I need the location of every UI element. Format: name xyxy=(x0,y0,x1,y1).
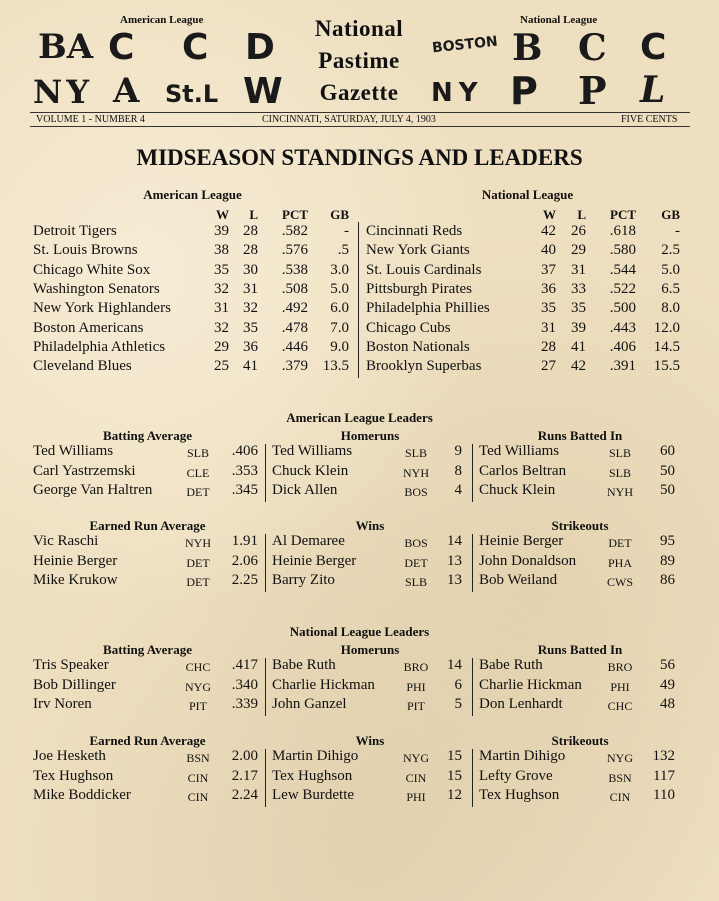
leader-stat-value: .353 xyxy=(231,462,258,479)
leader-category-title: Batting Average xyxy=(103,642,192,657)
logo-st-louis-al: St.L xyxy=(165,80,219,108)
leader-stat-value: 14 xyxy=(447,533,462,549)
leader-team-abbr: PHI xyxy=(406,790,426,804)
leader-stat-value: 2.17 xyxy=(231,767,258,784)
leader-player-name: Lefty Grove xyxy=(479,767,553,784)
standings-wins: 36 xyxy=(541,280,556,297)
standings-team-name: Boston Americans xyxy=(33,319,144,336)
leader-player-name: Irv Noren xyxy=(33,696,92,712)
standings-pct: .446 xyxy=(281,338,308,355)
leader-category-title: Homeruns xyxy=(340,642,400,657)
leaders-divider-2 xyxy=(472,658,473,716)
standings-losses: 36 xyxy=(243,338,258,355)
leaders-divider-2 xyxy=(472,444,473,502)
leader-stat-value: 50 xyxy=(660,482,675,498)
leader-category-title: Batting Average xyxy=(103,428,192,443)
leader-stat-value: 89 xyxy=(660,552,675,569)
leader-category-title: Earned Run Average xyxy=(89,733,206,748)
standings-team-name: Detroit Tigers xyxy=(33,223,117,239)
standings-wins: 25 xyxy=(214,358,229,375)
standings-pct: .379 xyxy=(281,358,308,375)
standings-losses: 33 xyxy=(571,280,586,297)
leader-stat-value: 110 xyxy=(653,787,675,803)
leader-stat-value: 50 xyxy=(660,462,675,479)
price: FIVE CENTS xyxy=(621,114,678,125)
paper-name-line2: Pastime xyxy=(318,48,400,73)
leader-stat-value: 1.91 xyxy=(231,533,258,549)
leader-category-title: Strikeouts xyxy=(551,733,609,748)
leader-team-abbr: NYH xyxy=(607,485,633,499)
standings-losses: 31 xyxy=(243,280,258,297)
standings-al-label: American League xyxy=(143,187,242,202)
standings-gb: - xyxy=(344,223,349,239)
leader-team-abbr: CLE xyxy=(186,465,210,480)
standings-wins: 32 xyxy=(214,319,229,336)
leader-player-name: Mike Boddicker xyxy=(33,787,131,803)
leaders-section-title: American League Leaders xyxy=(286,410,433,425)
leaders-divider-1 xyxy=(265,534,266,592)
leader-player-name: Carlos Beltran xyxy=(479,462,567,479)
standings-gb: .5 xyxy=(337,242,349,259)
standings-pct: .538 xyxy=(281,261,308,278)
leader-stat-value: 2.24 xyxy=(231,787,258,803)
logo-washington: W xyxy=(243,71,283,112)
leader-player-name: Joe Hesketh xyxy=(33,748,106,764)
volume-number: VOLUME 1 - NUMBER 4 xyxy=(36,114,145,125)
leader-player-name: Tex Hughson xyxy=(479,787,560,803)
standings-pct: .508 xyxy=(281,280,308,297)
masthead-bottom-rule xyxy=(30,126,690,127)
standings-wins: 35 xyxy=(214,261,229,278)
leader-stat-value: 6 xyxy=(454,676,462,693)
standings-losses: 42 xyxy=(571,358,586,375)
leader-stat-value: 2.25 xyxy=(231,572,258,588)
leaders-divider-1 xyxy=(265,749,266,807)
leader-player-name: Tris Speaker xyxy=(33,657,109,673)
leader-stat-value: 4 xyxy=(454,482,462,498)
leaders-divider-2 xyxy=(472,534,473,592)
leader-player-name: John Ganzel xyxy=(272,696,347,712)
logo-brooklyn: B xyxy=(512,27,543,69)
leader-player-name: Tex Hughson xyxy=(33,767,114,784)
leader-stat-value: 8 xyxy=(454,462,462,479)
leader-stat-value: 49 xyxy=(660,676,675,693)
standings-wins: 31 xyxy=(214,300,229,317)
standings-pct: .582 xyxy=(281,223,308,239)
standings-pct: .576 xyxy=(281,242,308,259)
standings-pct: .580 xyxy=(609,242,636,259)
standings-col-l: L xyxy=(249,207,258,222)
standings-wins: 42 xyxy=(541,223,556,239)
paper-name-line1: National xyxy=(314,16,404,41)
leaders-section-title: National League Leaders xyxy=(289,624,430,639)
standings-gb: 9.0 xyxy=(330,338,349,355)
standings-pct: .443 xyxy=(609,319,636,336)
standings-wins: 37 xyxy=(541,261,556,278)
leader-team-abbr: NYG xyxy=(185,679,211,694)
standings-team-name: Brooklyn Superbas xyxy=(366,358,482,375)
standings-gb: 2.5 xyxy=(661,242,680,259)
leader-team-abbr: SLB xyxy=(608,465,631,480)
nl-logos-label: National League xyxy=(520,14,598,26)
page-title: MIDSEASON STANDINGS AND LEADERS xyxy=(136,145,583,170)
standings-gb: - xyxy=(675,223,680,239)
leader-team-abbr: SLB xyxy=(404,446,427,460)
standings-team-name: Washington Senators xyxy=(33,280,160,297)
leaders-divider-1 xyxy=(265,658,266,716)
leader-team-abbr: CHC xyxy=(607,699,633,713)
standings-wins: 39 xyxy=(214,223,229,239)
standings-col-gb: GB xyxy=(330,207,349,222)
leader-team-abbr: BOS xyxy=(404,485,428,499)
leader-team-abbr: CHC xyxy=(185,660,211,674)
leader-team-abbr: NYH xyxy=(185,536,211,550)
standings-losses: 29 xyxy=(571,242,586,259)
al-logos-label: American League xyxy=(120,14,204,26)
standings-losses: 26 xyxy=(571,223,586,239)
standings-losses: 39 xyxy=(571,319,586,336)
standings-losses: 28 xyxy=(243,242,258,259)
standings-team-name: New York Highlanders xyxy=(33,300,171,317)
standings-team-name: Cleveland Blues xyxy=(33,358,132,375)
leader-player-name: George Van Haltren xyxy=(33,482,153,498)
leader-team-abbr: DET xyxy=(186,575,210,589)
standings-losses: 32 xyxy=(243,300,258,317)
leader-player-name: Martin Dihigo xyxy=(272,748,359,764)
leader-player-name: Ted Williams xyxy=(33,443,114,459)
leader-player-name: Ted Williams xyxy=(272,443,353,459)
leader-stat-value: 14 xyxy=(447,657,462,673)
standings-team-name: Philadelphia Phillies xyxy=(366,300,490,317)
standings-gb: 13.5 xyxy=(322,358,349,375)
logo-chicago-nl: C xyxy=(578,27,607,69)
standings-col-l: L xyxy=(577,207,586,222)
leader-category-title: Wins xyxy=(355,518,385,533)
logo-new-york-al: NY xyxy=(33,73,94,111)
leader-stat-value: .417 xyxy=(231,657,258,673)
leader-stat-value: 15 xyxy=(447,748,462,764)
leader-team-abbr: BRO xyxy=(403,660,429,674)
standings-wins: 31 xyxy=(541,319,556,336)
leader-player-name: Barry Zito xyxy=(272,572,335,588)
leader-stat-value: 2.06 xyxy=(231,552,258,569)
leader-player-name: Dick Allen xyxy=(272,482,338,498)
leader-team-abbr: CWS xyxy=(606,575,633,589)
dateline: CINCINNATI, SATURDAY, JULY 4, 1903 xyxy=(262,114,436,125)
standings-pct: .544 xyxy=(609,261,636,278)
standings-team-name: Cincinnati Reds xyxy=(366,223,463,239)
leader-team-abbr: PIT xyxy=(189,699,207,713)
leader-team-abbr: CIN xyxy=(187,770,209,785)
leader-player-name: John Donaldson xyxy=(479,552,577,569)
leader-stat-value: 117 xyxy=(653,767,675,784)
leader-player-name: Don Lenhardt xyxy=(479,696,563,712)
leader-stat-value: 15 xyxy=(447,767,462,784)
leader-stat-value: .340 xyxy=(231,676,258,693)
standings-pct: .522 xyxy=(609,280,636,297)
leader-stat-value: 9 xyxy=(454,443,462,459)
standings-gb: 8.0 xyxy=(661,300,680,317)
leader-stat-value: 12 xyxy=(447,787,462,803)
leader-team-abbr: SLB xyxy=(608,446,631,460)
paper-name-line3: Gazette xyxy=(319,80,399,105)
standings-pct: .618 xyxy=(609,223,636,239)
standings-team-name: Philadelphia Athletics xyxy=(33,338,166,355)
leader-stat-value: 13 xyxy=(447,552,462,569)
standings-gb: 5.0 xyxy=(330,280,349,297)
leader-player-name: Charlie Hickman xyxy=(272,676,375,693)
standings-wins: 32 xyxy=(214,280,229,297)
standings-wins: 38 xyxy=(214,242,229,259)
logo-philadelphia-nl: P xyxy=(578,68,607,113)
leader-player-name: Heinie Berger xyxy=(272,552,357,569)
logo-chicago-al: C xyxy=(108,27,135,68)
leader-team-abbr: BSN xyxy=(608,770,632,785)
standings-pct: .391 xyxy=(609,358,636,375)
standings-pct: .478 xyxy=(281,319,308,336)
leader-team-abbr: DET xyxy=(608,536,632,550)
logo-cincinnati: C xyxy=(640,27,667,68)
logo-baltimore: BA xyxy=(38,27,94,67)
leader-category-title: Homeruns xyxy=(340,428,400,443)
standings-losses: 35 xyxy=(571,300,586,317)
standings-gb: 6.5 xyxy=(661,280,680,297)
leader-player-name: Heinie Berger xyxy=(33,552,118,569)
leader-player-name: Heinie Berger xyxy=(479,533,564,549)
leader-team-abbr: SLB xyxy=(186,446,209,460)
leader-team-abbr: NYG xyxy=(403,751,429,765)
leader-stat-value: 86 xyxy=(660,572,675,588)
leader-category-title: Wins xyxy=(355,733,385,748)
standings-team-name: Pittsburgh Pirates xyxy=(366,280,472,297)
standings-wins: 27 xyxy=(541,358,556,375)
leader-stat-value: .345 xyxy=(231,482,258,498)
leader-team-abbr: BRO xyxy=(607,660,633,674)
standings-losses: 41 xyxy=(571,338,586,355)
standings-team-name: St. Louis Cardinals xyxy=(366,261,482,278)
leader-stat-value: 2.00 xyxy=(231,748,258,764)
leader-player-name: Lew Burdette xyxy=(272,787,355,803)
standings-team-name: New York Giants xyxy=(366,242,470,259)
leader-player-name: Chuck Klein xyxy=(479,482,556,498)
standings-pct: .500 xyxy=(609,300,636,317)
leader-team-abbr: CIN xyxy=(187,790,209,804)
standings-gb: 3.0 xyxy=(330,261,349,278)
leader-player-name: Mike Krukow xyxy=(33,572,118,588)
standings-gb: 12.0 xyxy=(653,319,680,336)
standings-team-name: Chicago White Sox xyxy=(33,261,151,278)
leader-player-name: Ted Williams xyxy=(479,443,560,459)
logo-detroit: D xyxy=(245,27,275,68)
leader-player-name: Carl Yastrzemski xyxy=(33,462,136,479)
leader-stat-value: .406 xyxy=(231,443,258,459)
leader-team-abbr: CIN xyxy=(405,770,427,785)
standings-pct: .492 xyxy=(281,300,308,317)
standings-gb: 6.0 xyxy=(330,300,349,317)
leader-stat-value: .339 xyxy=(231,696,258,712)
logo-pittsburgh: P xyxy=(510,69,538,113)
leader-player-name: Charlie Hickman xyxy=(479,676,582,693)
leader-player-name: Chuck Klein xyxy=(272,462,349,479)
leader-stat-value: 95 xyxy=(660,533,675,549)
leader-player-name: Bob Dillinger xyxy=(33,676,116,693)
standings-nl-label: National League xyxy=(481,187,574,202)
standings-losses: 28 xyxy=(243,223,258,239)
standings-wins: 40 xyxy=(541,242,556,259)
logo-boston-nl: BOSTON xyxy=(431,33,499,57)
standings-gb: 15.5 xyxy=(653,358,680,375)
standings-wins: 28 xyxy=(541,338,556,355)
leader-category-title: Runs Batted In xyxy=(537,642,623,657)
standings-team-name: St. Louis Browns xyxy=(33,242,138,259)
standings-losses: 35 xyxy=(243,319,258,336)
leader-player-name: Tex Hughson xyxy=(272,767,353,784)
leader-team-abbr: DET xyxy=(186,485,210,499)
leader-player-name: Babe Ruth xyxy=(479,657,543,673)
leader-team-abbr: PIT xyxy=(407,699,425,713)
leader-player-name: Vic Raschi xyxy=(33,533,99,549)
leader-category-title: Runs Batted In xyxy=(537,428,623,443)
standings-team-name: Chicago Cubs xyxy=(366,319,451,336)
standings-wins: 29 xyxy=(214,338,229,355)
leader-team-abbr: BOS xyxy=(404,536,428,550)
leader-team-abbr: DET xyxy=(186,555,210,570)
standings-col-pct: PCT xyxy=(282,207,308,222)
standings-col-w: W xyxy=(543,207,556,222)
leader-team-abbr: PHI xyxy=(406,679,426,694)
leaders-divider-2 xyxy=(472,749,473,807)
standings-gb: 7.0 xyxy=(330,319,349,336)
masthead-top-rule xyxy=(30,112,690,113)
leader-player-name: Babe Ruth xyxy=(272,657,336,673)
standings-wins: 35 xyxy=(541,300,556,317)
leader-team-abbr: CIN xyxy=(609,790,631,804)
standings-gb: 5.0 xyxy=(661,261,680,278)
leader-team-abbr: PHA xyxy=(607,555,632,570)
standings-gb: 14.5 xyxy=(653,338,680,355)
leader-stat-value: 13 xyxy=(447,572,462,588)
leader-stat-value: 5 xyxy=(454,696,462,712)
standings-col-w: W xyxy=(216,207,229,222)
leader-team-abbr: NYH xyxy=(403,465,429,480)
leader-team-abbr: SLB xyxy=(404,575,427,589)
logo-philadelphia-al: A xyxy=(113,71,140,111)
leader-stat-value: 56 xyxy=(660,657,675,673)
leaders-divider-1 xyxy=(265,444,266,502)
leader-stat-value: 60 xyxy=(660,443,675,459)
logo-new-york-nl: NY xyxy=(431,78,484,108)
standings-team-name: Boston Nationals xyxy=(366,338,470,355)
leader-team-abbr: DET xyxy=(404,555,428,570)
standings-col-pct: PCT xyxy=(610,207,636,222)
standings-losses: 41 xyxy=(243,358,258,375)
standings-pct: .406 xyxy=(609,338,636,355)
leader-player-name: Al Demaree xyxy=(272,533,345,549)
standings-col-gb: GB xyxy=(661,207,680,222)
standings-losses: 31 xyxy=(571,261,586,278)
standings-divider xyxy=(358,222,359,378)
leader-category-title: Strikeouts xyxy=(551,518,609,533)
logo-st-louis-nl: L xyxy=(640,69,666,111)
leader-team-abbr: PHI xyxy=(610,679,630,694)
leader-team-abbr: NYG xyxy=(607,751,633,765)
leader-player-name: Bob Weiland xyxy=(479,572,558,588)
logo-cleveland: C xyxy=(182,27,209,68)
leader-team-abbr: BSN xyxy=(186,751,210,765)
standings-losses: 30 xyxy=(243,261,258,278)
leader-stat-value: 48 xyxy=(660,696,675,712)
leader-player-name: Martin Dihigo xyxy=(479,748,566,764)
leader-stat-value: 132 xyxy=(652,748,675,764)
leader-category-title: Earned Run Average xyxy=(89,518,206,533)
